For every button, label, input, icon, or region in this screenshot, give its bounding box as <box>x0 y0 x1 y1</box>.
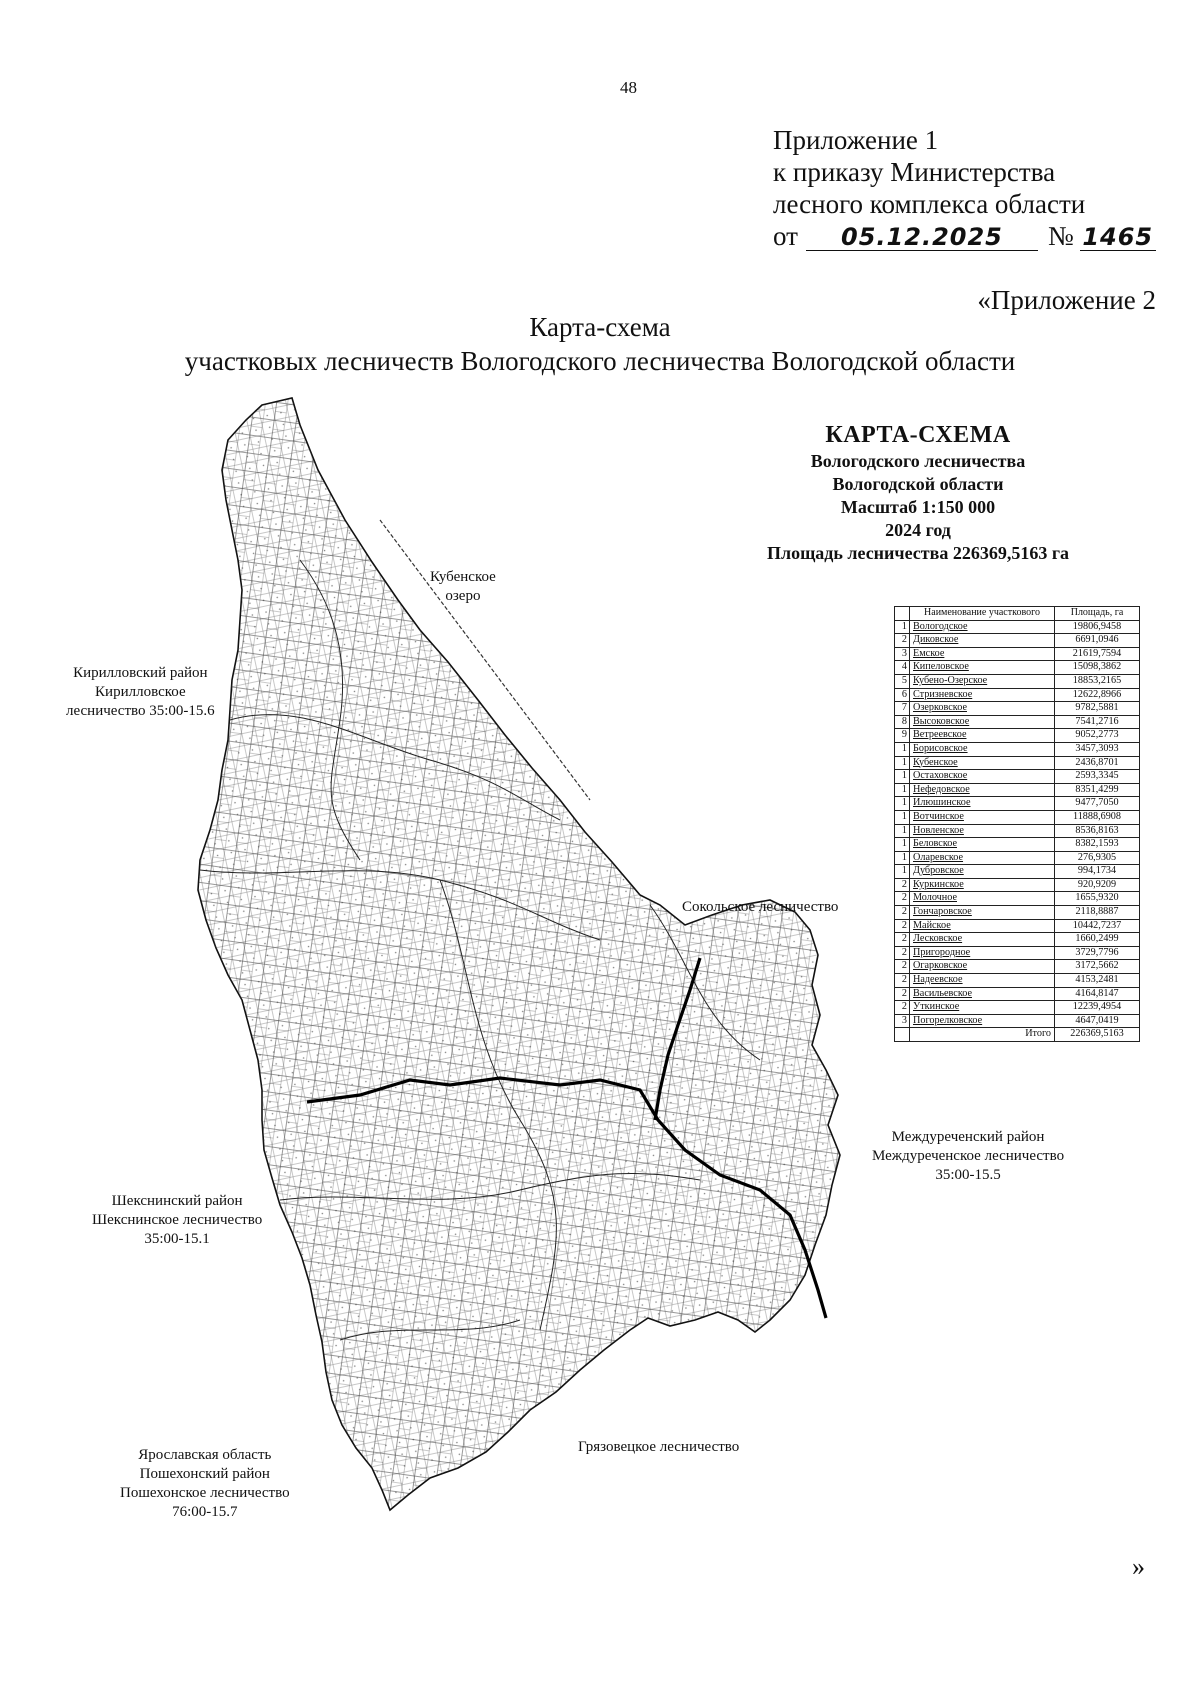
row-name: Стризневское <box>910 688 1055 702</box>
row-area: 276,9305 <box>1055 851 1140 865</box>
row-name: Молочное <box>910 892 1055 906</box>
row-area: 1660,2499 <box>1055 933 1140 947</box>
table-row <box>895 674 1140 688</box>
table-header-row <box>895 607 1140 621</box>
order-number-handwritten: 1465 <box>1080 224 1156 251</box>
row-name: Ветреевское <box>910 729 1055 743</box>
row-area: 9052,2773 <box>1055 729 1140 743</box>
table-row <box>895 906 1140 920</box>
row-area: 12622,8966 <box>1055 688 1140 702</box>
table-row <box>895 838 1140 852</box>
row-area: 9782,5881 <box>1055 702 1140 716</box>
row-name: Борисовское <box>910 742 1055 756</box>
row-name: Беловское <box>910 838 1055 852</box>
row-area: 11888,6908 <box>1055 810 1140 824</box>
table-row <box>895 865 1140 879</box>
row-name: Майское <box>910 919 1055 933</box>
row-area: 2118,8887 <box>1055 906 1140 920</box>
row-name: Вологодское <box>910 620 1055 634</box>
table-row <box>895 634 1140 648</box>
row-area: 1655,9320 <box>1055 892 1140 906</box>
row-number: 2 <box>895 634 910 648</box>
title-line1: Карта-схема <box>529 312 671 342</box>
table-row <box>895 661 1140 675</box>
legend-line1: Вологодского лесничества <box>810 451 1026 471</box>
gryazovets-forestry-label: Грязовецкое лесничество <box>578 1439 740 1455</box>
row-number: 1 <box>895 824 910 838</box>
row-name: Лесковское <box>910 933 1055 947</box>
table-row <box>895 742 1140 756</box>
row-name: Кубенское <box>910 756 1055 770</box>
row-name: Остаховское <box>910 770 1055 784</box>
kubenskoe-lake-label: Кубенское озеро <box>430 569 496 604</box>
table-row <box>895 783 1140 797</box>
legend-year: 2024 год <box>885 520 951 540</box>
table-row <box>895 987 1140 1001</box>
row-area: 3457,3093 <box>1055 742 1140 756</box>
row-number: 1 <box>895 620 910 634</box>
row-name: Погорелковское <box>910 1014 1055 1028</box>
row-number: 1 <box>895 810 910 824</box>
appendix-line3: лесного комплекса области <box>773 189 1086 219</box>
row-area: 4647,0419 <box>1055 1014 1140 1028</box>
row-area: 994,1734 <box>1055 865 1140 879</box>
appendix-line1: Приложение 1 <box>773 125 939 155</box>
table-row <box>895 620 1140 634</box>
row-number: 2 <box>895 974 910 988</box>
row-name: Васильевское <box>910 987 1055 1001</box>
row-area: 19806,9458 <box>1055 620 1140 634</box>
table-body <box>895 620 1140 1028</box>
legend-scale: Масштаб 1:150 000 <box>840 497 996 517</box>
row-area: 3172,5662 <box>1055 960 1140 974</box>
table-row <box>895 810 1140 824</box>
row-area: 4153,2481 <box>1055 974 1140 988</box>
row-number: 2 <box>895 946 910 960</box>
row-number: 9 <box>895 729 910 743</box>
row-area: 6691,0946 <box>1055 634 1140 648</box>
row-number: 2 <box>895 878 910 892</box>
row-number: 2 <box>895 960 910 974</box>
row-number: 2 <box>895 919 910 933</box>
row-number: 1 <box>895 851 910 865</box>
row-area: 12239,4954 <box>1055 1001 1140 1015</box>
appendix-block <box>773 124 1156 252</box>
row-number: 1 <box>895 770 910 784</box>
row-name: Новленское <box>910 824 1055 838</box>
table-row <box>895 960 1140 974</box>
kirillov-district-label: Кирилловский район Кирилловское лесничество 35:00-15.6 <box>66 665 215 719</box>
row-name: Надеевское <box>910 974 1055 988</box>
row-name: Дубровское <box>910 865 1055 879</box>
row-number: 1 <box>895 838 910 852</box>
table-row <box>895 770 1140 784</box>
row-number: 1 <box>895 756 910 770</box>
closing-quote: » <box>1132 1552 1145 1581</box>
sheksna-district-label: Шекснинский район Шекснинское лесничество 35:00-15.1 <box>92 1193 263 1247</box>
row-name: Диковское <box>910 634 1055 648</box>
row-area: 18853,2165 <box>1055 674 1140 688</box>
row-number: 1 <box>895 797 910 811</box>
table-row <box>895 878 1140 892</box>
row-number: 1 <box>895 742 910 756</box>
mezhdurechensk-district-label: Междуреченский район Междуреченское лесничество 35:00-15.5 <box>872 1129 1065 1183</box>
row-number: 2 <box>895 1001 910 1015</box>
row-name: Илюшинское <box>910 797 1055 811</box>
table-row <box>895 1001 1140 1015</box>
legend-heading: КАРТА-СХЕМА <box>825 422 1011 448</box>
row-number: 8 <box>895 715 910 729</box>
table-row <box>895 729 1140 743</box>
table-row <box>895 919 1140 933</box>
from-label: от <box>773 221 798 251</box>
page-number: 48 <box>620 78 637 97</box>
row-number: 3 <box>895 647 910 661</box>
table-row <box>895 851 1140 865</box>
row-number: 5 <box>895 674 910 688</box>
row-number: 6 <box>895 688 910 702</box>
table-row <box>895 688 1140 702</box>
row-area: 21619,7594 <box>1055 647 1140 661</box>
order-date-number-row <box>773 220 1156 252</box>
table-row <box>895 647 1140 661</box>
table-total-row <box>895 1028 1140 1042</box>
row-name: Огарковское <box>910 960 1055 974</box>
row-area: 8536,8163 <box>1055 824 1140 838</box>
row-name: Куркинское <box>910 878 1055 892</box>
table-row <box>895 756 1140 770</box>
row-number: 2 <box>895 892 910 906</box>
row-number: 2 <box>895 933 910 947</box>
row-number: 3 <box>895 1014 910 1028</box>
row-name: Уткинское <box>910 1001 1055 1015</box>
row-area: 9477,7050 <box>1055 797 1140 811</box>
sokol-forestry-label: Сокольское лесничество <box>682 899 839 915</box>
number-label: № <box>1047 221 1074 251</box>
forestry-area-table <box>894 606 1140 1042</box>
row-area: 2593,3345 <box>1055 770 1140 784</box>
total-label: Итого <box>910 1028 1055 1042</box>
column-header-name: Наименование участкового <box>910 607 1055 621</box>
row-area: 4164,8147 <box>1055 987 1140 1001</box>
row-area: 3729,7796 <box>1055 946 1140 960</box>
row-number: 2 <box>895 987 910 1001</box>
table-row <box>895 1014 1140 1028</box>
table-row <box>895 933 1140 947</box>
row-name: Нефедовское <box>910 783 1055 797</box>
row-name: Высоковское <box>910 715 1055 729</box>
row-name: Пригородное <box>910 946 1055 960</box>
row-name: Оларевское <box>910 851 1055 865</box>
row-number: 1 <box>895 865 910 879</box>
row-area: 920,9209 <box>1055 878 1140 892</box>
row-name: Кубено-Озерское <box>910 674 1055 688</box>
legend-heading-block <box>718 420 1118 565</box>
row-number: 1 <box>895 783 910 797</box>
row-area: 2436,8701 <box>1055 756 1140 770</box>
row-name: Кипеловское <box>910 661 1055 675</box>
row-area: 8382,1593 <box>1055 838 1140 852</box>
title-line2: участковых лесничеств Вологодского лесничества Вологодской области <box>184 346 1016 376</box>
table-row <box>895 974 1140 988</box>
row-area: 15098,3862 <box>1055 661 1140 675</box>
appendix2-label: «Приложение 2 <box>977 285 1156 315</box>
table-row <box>895 946 1140 960</box>
legend-line2: Вологодской области <box>832 474 1004 494</box>
yaroslavl-region-label: Ярославская область Пошехонский район Пошехонское лесничество 76:00-15.7 <box>120 1447 290 1520</box>
column-header-area: Площадь, га <box>1055 607 1140 621</box>
table-row <box>895 797 1140 811</box>
legend-area: Площадь лесничества 226369,5163 га <box>766 543 1070 563</box>
order-date-handwritten: 05.12.2025 <box>806 224 1038 251</box>
table-row <box>895 892 1140 906</box>
table-row <box>895 824 1140 838</box>
row-name: Гончаровское <box>910 906 1055 920</box>
table-row <box>895 715 1140 729</box>
row-area: 7541,2716 <box>1055 715 1140 729</box>
total-value: 226369,5163 <box>1055 1028 1140 1042</box>
row-name: Озерковское <box>910 702 1055 716</box>
row-area: 8351,4299 <box>1055 783 1140 797</box>
appendix-line2: к приказу Министерства <box>773 157 1056 187</box>
row-number: 4 <box>895 661 910 675</box>
row-name: Емское <box>910 647 1055 661</box>
row-number: 7 <box>895 702 910 716</box>
row-number: 2 <box>895 906 910 920</box>
row-name: Вотчинское <box>910 810 1055 824</box>
row-area: 10442,7237 <box>1055 919 1140 933</box>
table-row <box>895 702 1140 716</box>
